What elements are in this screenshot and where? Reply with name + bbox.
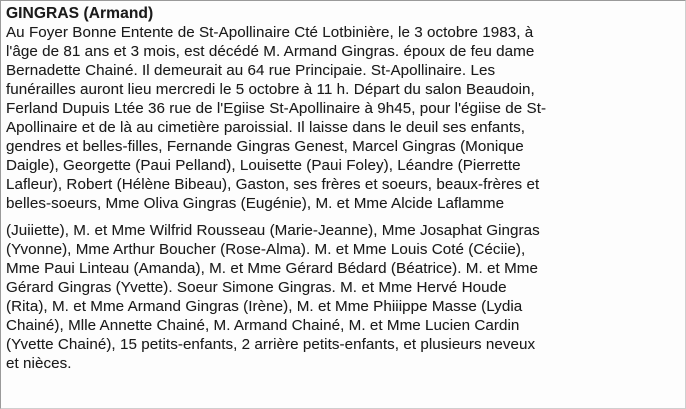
notice-line-8: Daigle), Georgette (Paui Pelland), Louisette (Paui Foley), Léandre (Pierrette bbox=[6, 157, 521, 174]
notice-line-15: (Rita), M. et Mme Armand Gingras (Irène), M. et Mme Phiiippe Masse (Lydia bbox=[6, 298, 523, 315]
notice-line-1: Au Foyer Bonne Entente de St-Apollinaire Cté Lotbinière, le 3 octobre 1983, à bbox=[6, 24, 534, 41]
notice-line-11: (Juiiette), M. et Mme Wilfrid Rousseau (Marie-Jeanne), Mme Josaphat Gingras bbox=[6, 222, 540, 239]
notice-line-4: funérailles auront lieu mercredi le 5 octobre à 11 h. Départ du salon Beaudoin, bbox=[6, 81, 535, 98]
notice-line-5: Ferland Dupuis Ltée 36 rue de l'Egiise St-Apollinaire à 9h45, pour l'égiise de St- bbox=[6, 100, 547, 117]
notice-line-7: gendres et belles-filles, Fernande Gingras Genest, Marcel Gingras (Monique bbox=[6, 138, 524, 155]
notice-line-13: Mme Paui Linteau (Amanda), M. et Mme Gérard Bédard (Béatrice). M. et Mme bbox=[6, 260, 538, 277]
notice-line-12: (Yvonne), Mme Arthur Boucher (Rose-Alma). M. et Mme Louis Coté (Céciie), bbox=[6, 241, 526, 258]
notice-line-9: Lafleur), Robert (Hélène Bibeau), Gaston, ses frères et soeurs, beaux-frères et bbox=[6, 176, 540, 193]
notice-line-16: Chainé), Mlle Annette Chainé, M. Armand Chainé, M. et Mme Lucien Cardin bbox=[6, 317, 520, 334]
notice-line-14: Gérard Gingras (Yvette). Soeur Simone Gingras. M. et Mme Hervé Houde bbox=[6, 279, 507, 296]
notice-title: GINGRAS (Armand) bbox=[6, 5, 154, 22]
notice-line-6: Apollinaire et de là au cimetière paroissial. Il laisse dans le deuil ses enfants, bbox=[6, 119, 526, 136]
notice-line-10: belles-soeurs, Mme Oliva Gingras (Eugénie), M. et Mme Alcide Laflamme bbox=[6, 195, 505, 212]
notice-line-2: l'âge de 81 ans et 3 mois, est décédé M. Armand Gingras. époux de feu dame bbox=[6, 43, 535, 60]
notice-line-18: et nièces. bbox=[6, 355, 72, 372]
notice-line-3: Bernadette Chainé. Il demeurait au 64 rue Principaie. St-Apollinaire. Les bbox=[6, 62, 496, 79]
notice-line-17: (Yvette Chainé), 15 petits-enfants, 2 arrière petits-enfants, et plusieurs neveux bbox=[6, 336, 536, 353]
